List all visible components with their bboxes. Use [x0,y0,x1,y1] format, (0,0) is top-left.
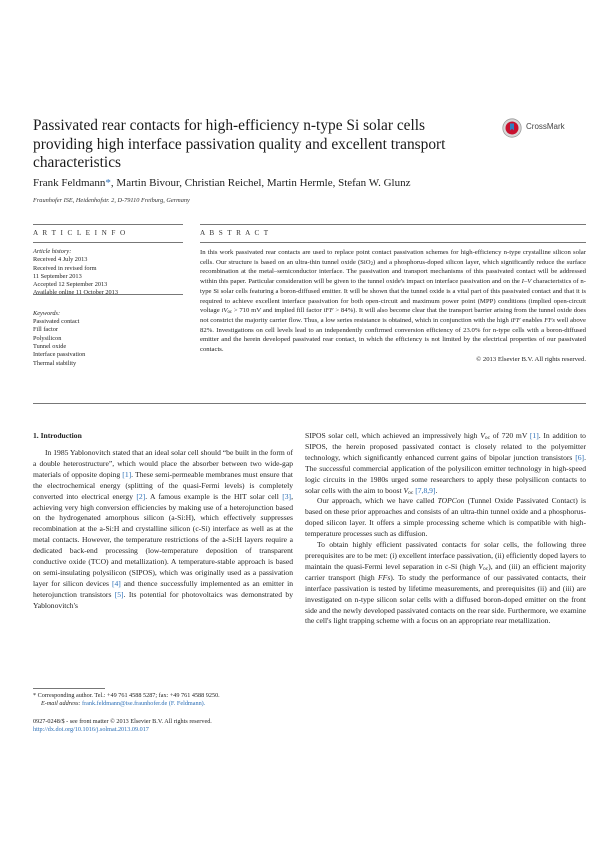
history-line: Accepted 12 September 2013 [33,281,108,289]
keyword: Fill factor [33,326,59,334]
corresponding-author-marker[interactable]: * [105,177,111,189]
citation-link[interactable]: [6] [575,452,585,462]
history-line: Available online 11 October 2013 [33,289,118,297]
citation-link[interactable]: [2] [136,491,146,501]
history-label: Article history: [33,248,72,255]
article-info [33,248,183,368]
right-column-text [305,431,586,627]
doi-link[interactable]: http://dx.doi.org/10.1016/j.solmat.2013.09.017 [33,726,149,734]
citation-link[interactable]: [7,8,9] [415,485,436,495]
article-info-top-rule [33,224,183,225]
crossmark-label: CrossMark [526,122,565,131]
article-info-rule [33,242,183,243]
citation-link[interactable]: [3] [282,491,292,501]
abstract-top-rule [200,224,586,225]
history-line: Received 4 July 2013 [33,256,88,264]
abstract-bottom-rule [33,403,586,404]
intro-paragraph: In 1985 Yablonovitch stated that an ideal solar cell should “be built in the form of a double heterostructure”, which would place the absorber between two wide-gap materials of opposite doping [1]. These semi-permeable membranes must ensure that the electrochemical energy (splitting of the quasi-Fermi levels) is completely converted into electrical energy [2]. A famous example is the HIT solar cell [3], achieving very high conversion efficiencies by making use of a heterojunction based on the hydrogenated amorphous silicon (a-Si:H), which effectively suppresses recombination at the a-Si:H and crystalline silicon (c-Si) interface as well as at the metal contacts. However, the temperature restrictions of the a-Si:H layers require a dedicated back-end processing (low-temperature deposition of transparent conductive oxide (TCO) and metallization). A temperature-stable approach is based on semi-insulating polysilicon (SIPOS), which was originally used as a passivation layer for silicon devices [4] and thence successfully implemented as an emitter in heterojunction transistors [5]. Its potential for photovoltaics was demonstrated by Yablonovitch's [33,448,294,610]
keyword: Passivated contact [33,318,80,326]
affiliation: Fraunhofer ISE, Heidenhofstr. 2, D-79110 Freiburg, Germany [33,197,190,204]
other-authors: , Martin Bivour, Christian Reichel, Martin Hermle, Stefan W. Glunz [110,177,411,189]
intro-heading: 1. Introduction [33,431,82,440]
crossmark-badge[interactable] [502,118,572,140]
info-divider [33,294,183,295]
article-info-heading: A R T I C L E I N F O [33,229,127,237]
keyword: Thermal stability [33,359,77,367]
keyword: Polysilicon [33,334,62,342]
keyword: Tunnel oxide [33,342,67,350]
citation-link[interactable]: [1] [122,469,132,479]
email-label: E-mail address: [41,700,81,708]
keyword: Interface passivation [33,351,86,359]
history-line: Received in revised form [33,264,97,272]
abstract-rule [200,242,586,243]
first-author: Frank Feldmann [33,177,106,189]
citation-link[interactable]: [5] [114,589,124,599]
footnote-rule [33,688,105,689]
corresponding-author-note: * Corresponding author. Tel.: +49 761 4588 5287; fax: +49 761 4588 9250. [33,692,220,699]
crossmark-icon [502,118,522,138]
paper-title: Passivated rear contacts for high-efficiency n-type Si solar cells providing high interface passivation quality and excellent transport characteristics [33,117,446,171]
keywords-label: Keywords: [33,309,61,317]
author-list [33,177,573,189]
intro-paragraph: To obtain highly efficient passivated contacts for solar cells, the following three prerequisites are to be met: (i) excellent interface passivation, (ii) efficiently doped layers to maintain the quasi-Fermi level separation in c-Si (high $V_{oc}$), and (iii) an efficient majority carrier transport (high FFs). To study the performance of our passivated contacts, their interface passivation is tested by lifetime measurements, and prerequisites (ii) and (iii) are investigated on n-type silicon solar cells with a diffused boron-doped emitter on the front side and the newly developed passivated contacts on the rear side. Furthermore, we examine the cell's light trapping scheme with a focus on an appropriate rear metallization. [305,540,586,626]
citation-link[interactable]: [4] [111,578,121,588]
abstract-body: In this work passivated rear contacts are used to replace point contact passivation schemes for high-efficiency n-type crystalline silicon solar cells. Our structure is based on an ultra-thin tunnel oxide (SiO$_2$) and a phosphorus-doped silicon layer, which significantly reduce the surface recombination at the metal–semiconductor interface. The passivation and transport mechanisms of this passivated contact will be addressed within this paper. Particular consideration will be given to the tunnel oxide's impact on interface passivation and on the I–V characteristics of n-type Si solar cells featuring a boron-diffused emitter. It will be shown that the tunnel oxide is a vital part of this passivated contact and that it is required to achieve excellent interface passivation for both open-circuit and maximum power point (MPP) conditions (implied open-circuit voltage $iV_{oc} > 710$ mV and implied fill factor iFF > 84%). It will also become clear that the transport barrier arising from the tunnel oxide does not constrict the majority carrier flow. Thus, a low series resistance is obtained, which in conjunction with the high iFF enables FFs well above 82%. Investigations on cell levels lead to an independently confirmed conversion efficiency of 23.0% for n-type cells with a boron-diffused emitter and the herein developed passivated rear contact, in which the efficiency is not limited by the electrical properties of our passivated contacts. © 2013 Elsevier B.V. All rights reserved. [200,249,587,363]
front-matter-line: 0927-0248/$ - see front matter © 2013 Elsevier B.V. All rights reserved. [33,718,212,725]
email-link[interactable]: frank.feldmann@ise.fraunhofer.de (F. Feldmann). [82,700,206,708]
page-footer [33,718,333,734]
abstract-heading: A B S T R A C T [200,229,270,237]
citation-link[interactable]: [1] [529,431,539,440]
footnote [33,692,293,708]
history-line: 11 September 2013 [33,272,82,280]
intro-paragraph-cont: SIPOS solar cell, which achieved an impressively high $V_{oc}$ of 720 mV [1]. In addition to SIPOS, the herein proposed passivated contact is closely related to the polyemitter technology, which significantly enhanced current gains of bipolar junction transistors [6]. The successful commercial application of the polysilicon emitter technology in high-speed logic circuits in the 1980s urged some researchers to apply these polysilicon contacts to solar cells with the aim to boost $V_{oc}$ [7,8,9]. [305,431,586,496]
left-column-text [33,448,293,612]
intro-paragraph: Our approach, which we have called TOPCon (Tunnel Oxide Passivated Contact) is based on these prior approaches and consists of an ultra-thin tunnel oxide and a phosphorus-doped silicon layer. It offers a simple processing scheme which is compatible with high-temperature processes such as diffusion. [305,496,586,539]
abstract-copyright: © 2013 Elsevier B.V. All rights reserved. [476,355,586,363]
